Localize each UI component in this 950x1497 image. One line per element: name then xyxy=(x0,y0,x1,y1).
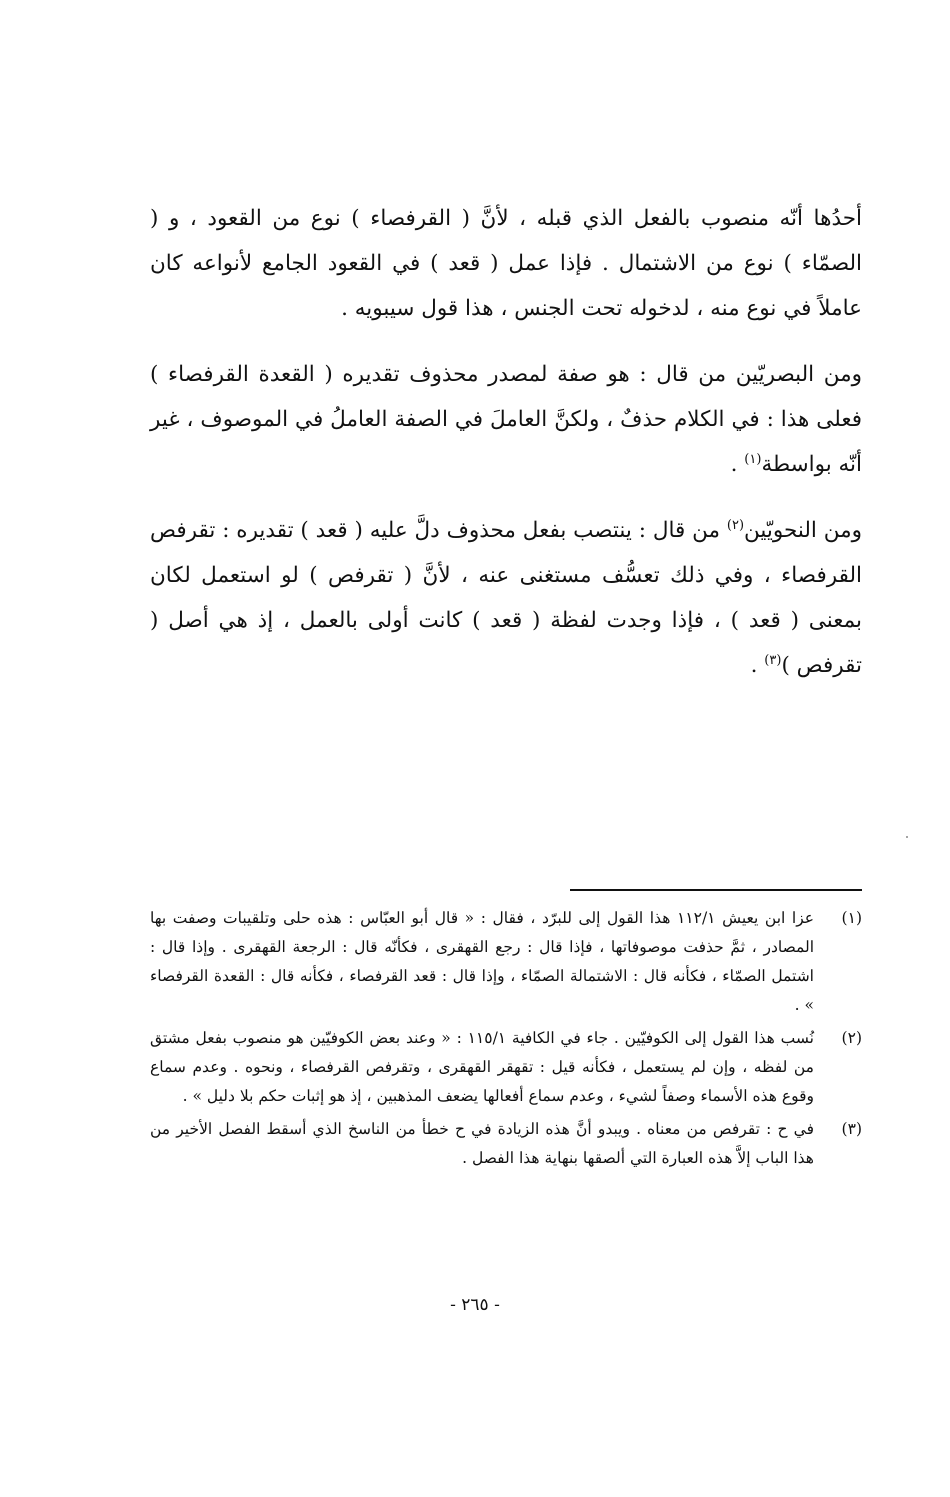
paragraph-2 xyxy=(150,352,862,487)
footnote-text: عزا ابن يعيش ١١٢/١ هذا القول إلى للبرّد ، فقال : « قال أبو العبّاس : هذه حلى وتلقيبات وصفت بها المصادر ، ثمَّ حذفت موصوفاتها ، فإذا قال : رجع القهقرى ، فكأنّه قال : الرجعة القهقرى . وإذا قال : اشتمل الصمّاء ، فكأنه قال : الاشتمالة الصمّاء ، وإذا قال : قعد القرفصاء ، فكأنه قال : القعدة القرفصاء » . xyxy=(150,909,814,1014)
paragraph-2-text: ومن البصريّين من قال : هو صفة لمصدر محذوف تقديره ( القعدة القرفصاء ) فعلى هذا : في الكلام حذفٌ ، ولكنَّ العاملَ في الصفة العاملُ في الموصوف ، غير أنّه بواسطة xyxy=(150,362,862,477)
paragraph-3-text-a: ومن النحويّين xyxy=(744,518,863,543)
footnote-2 xyxy=(150,1024,862,1111)
footnote-ref-2: (٢) xyxy=(726,517,745,533)
footnote-1 xyxy=(150,904,862,1020)
paragraph-1-text: أحدُها أنّه منصوب بالفعل الذي قبله ، لأنَّ ( القرفصاء ) نوع من القعود ، و ( الصمّاء ) نوع من الاشتمال . فإذا عمل ( قعد ) في القعود الجامع لأنواعه كان عاملاً في نوع منه ، لدخوله تحت الجنس ، هذا قول سيبويه . xyxy=(150,206,862,321)
footnote-number: (١) xyxy=(841,909,862,927)
main-text xyxy=(150,196,862,688)
footnote-3 xyxy=(150,1115,862,1173)
footnotes xyxy=(150,904,862,1177)
footnote-ref-1: (١) xyxy=(744,451,762,467)
paragraph-3-text-b: من قال : ينتصب بفعل محذوف دلَّ عليه ( قعد ) تقديره : تقرفص القرفصاء ، وفي ذلك تعسُّف مستغنى عنه ، لأنَّ ( تقرفص ) لو استعمل لكان بمعنى ( قعد ) ، فإذا وجدت لفظة ( قعد ) كانت أولى بالعمل ، إذ هي أصل ( تقرفص ) xyxy=(150,518,862,678)
paragraph-2-end: . xyxy=(730,452,745,477)
margin-speck xyxy=(906,836,908,838)
footnote-text: في ح : تقرفص من معناه . ويبدو أنَّ هذه الزيادة في ح خطأ من الناسخ الذي أسقط الفصل الأخير من هذا الباب إلاَّ هذه العبارة التي ألصقها بنهاية هذا الفصل . xyxy=(150,1120,814,1167)
paragraph-3 xyxy=(150,508,862,688)
footnote-separator xyxy=(570,889,862,891)
paragraph-1 xyxy=(150,196,862,331)
paragraph-3-end: . xyxy=(750,653,765,678)
footnote-number: (٢) xyxy=(841,1029,862,1047)
page-number: - ٢٦٥ - xyxy=(450,1295,500,1315)
footnote-text: نُسب هذا القول إلى الكوفيّين . جاء في الكافية ١١٥/١ : « وعند بعض الكوفيّين هو منصوب بفعل مشتق من لفظه ، وإن لم يستعمل ، فكأنه قيل : تقهقر القهقرى ، وتقرفص القرفصاء ، ونحوه . وعدم سماع وقوع هذه الأسماء وصفاً لشيء ، وعدم سماع أفعالها يضعف المذهبين ، إذ هو إثبات حكم بلا دليل » . xyxy=(150,1029,814,1105)
footnote-number: (٣) xyxy=(841,1120,862,1138)
footnote-ref-3: (٣) xyxy=(764,652,782,668)
